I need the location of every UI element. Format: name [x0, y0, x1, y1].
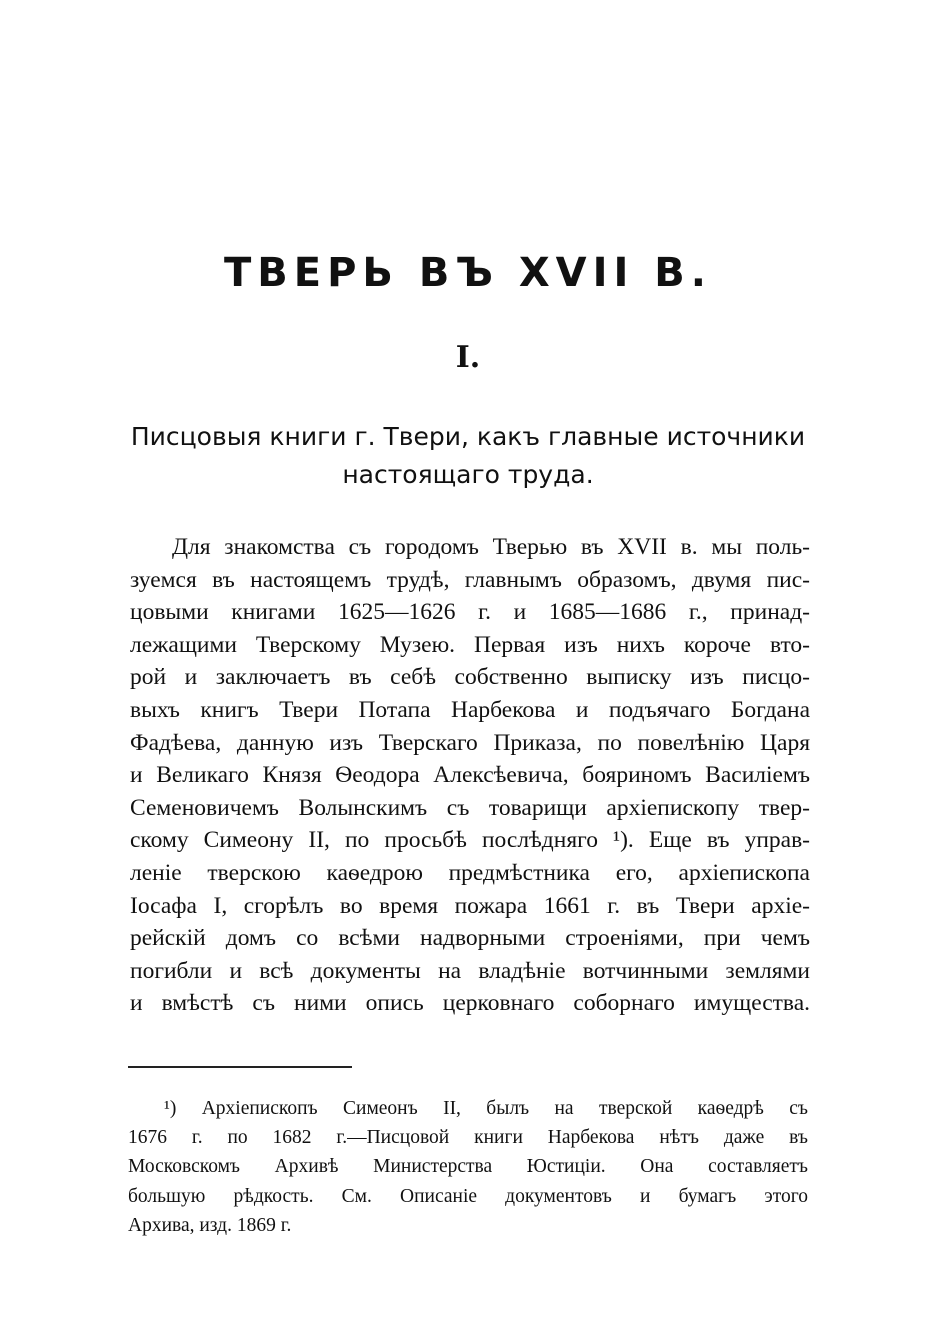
- page-title: ТВЕРЬ ВЪ XVII В.: [224, 250, 712, 296]
- footnote-line: большую рѣдкость. См. Описаніе документовъ и бумагъ этого: [128, 1185, 808, 1207]
- text-line: рейскій домъ со всѣми надворными строеніями, при чемъ: [130, 925, 810, 952]
- text-line: зуемся въ настоящемъ трудѣ, главнымъ образомъ, двумя пис-: [130, 566, 810, 593]
- text-line: скому Симеону II, по просьбѣ послѣдняго ¹). Еще въ управ-: [130, 827, 810, 854]
- text-line: лежащими Тверскому Музею. Первая изъ нихъ короче вто-: [130, 631, 810, 658]
- text-line: и вмѣстѣ съ ними опись церковнаго соборнаго имущества.: [130, 990, 810, 1017]
- text-line: выхъ книгъ Твери Потапа Нарбекова и подъячаго Богдана: [130, 696, 810, 723]
- body-paragraph: [130, 531, 810, 1020]
- chapter-subtitle: [100, 418, 836, 494]
- text-line: и Великаго Князя Ѳеодора Алексѣевича, бояриномъ Василіемъ: [130, 762, 810, 789]
- text-line: погибли и всѣ документы на владѣніе вотчинными землями: [130, 957, 810, 984]
- text-line: цовыми книгами 1625—1626 г. и 1685—1686 г., принад-: [130, 599, 810, 626]
- subtitle-line: Писцовыя книги г. Твери, какъ главные источники: [130, 422, 806, 451]
- text-line: Семеновичемъ Волынскимъ съ товарищи архіепископу твер-: [130, 794, 810, 821]
- footnote-line: 1676 г. по 1682 г.—Писцовой книги Нарбекова нѣтъ даже въ: [128, 1127, 808, 1149]
- footnote-line: Московскомъ Архивѣ Министерства Юстиціи. Она составляетъ: [128, 1156, 808, 1178]
- text-line: рой и заключаетъ въ себѣ собственно выписку изъ писцо-: [130, 664, 810, 691]
- footnote: [128, 1094, 808, 1240]
- chapter-number: I.: [455, 340, 481, 375]
- text-line: Іосафа I, сгорѣлъ во время пожара 1661 г. въ Твери архіе-: [130, 892, 810, 919]
- text-line: Для знакомства съ городомъ Тверью въ XVII в. мы поль-: [172, 534, 810, 560]
- subtitle-line: настоящаго труда.: [342, 460, 594, 489]
- footnote-line: Архива, изд. 1869 г.: [128, 1214, 292, 1236]
- footnote-divider: [128, 1066, 352, 1068]
- text-line: леніе тверскою каѳедрою предмѣстника его, архіепископа: [130, 859, 810, 886]
- footnote-line: ¹) Архіепископъ Симеонъ II, былъ на тверской каѳедрѣ съ: [164, 1098, 808, 1119]
- text-line: Фадѣева, данную изъ Тверскаго Приказа, по повелѣнію Царя: [130, 729, 810, 756]
